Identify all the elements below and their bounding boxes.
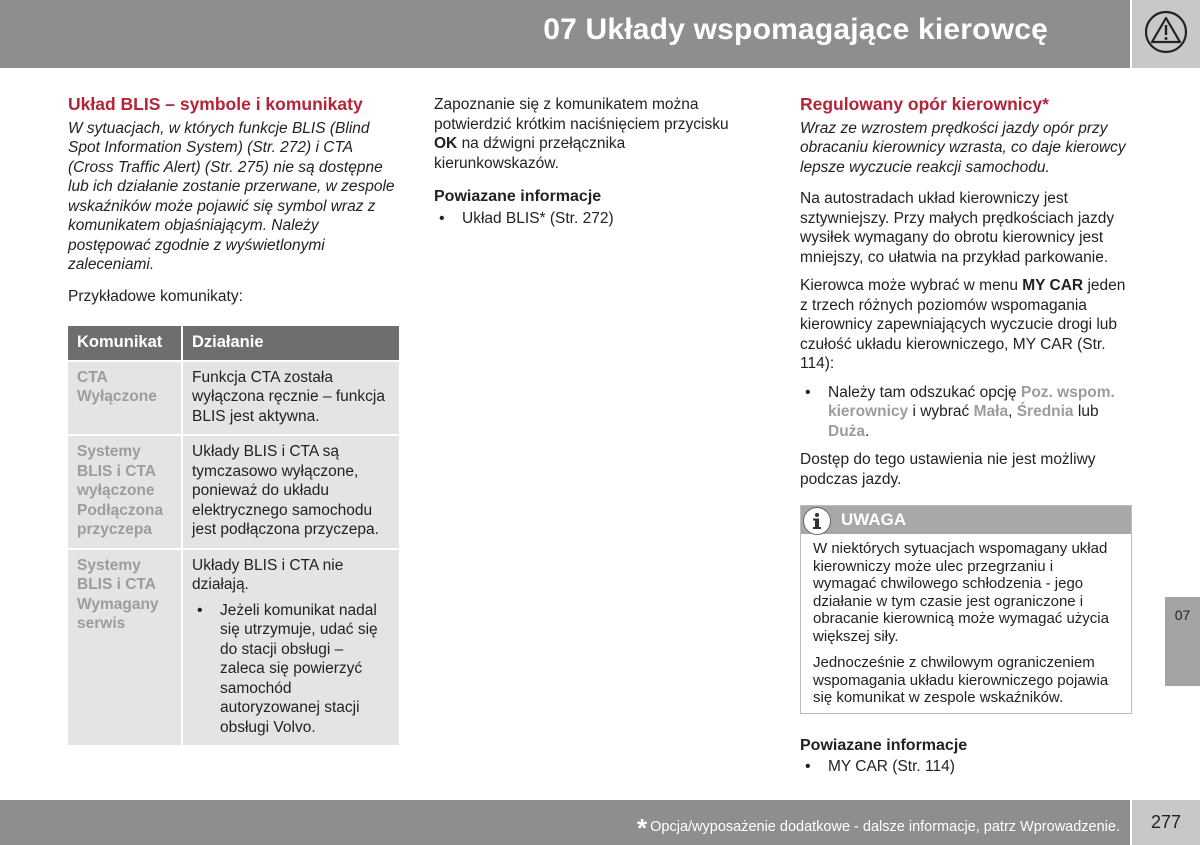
- ok-button-label: OK: [434, 135, 458, 152]
- related-link-mycar[interactable]: • MY CAR (Str. 114): [800, 757, 1132, 777]
- note-para-2: Jednocześnie z chwilowym ograniczeniem wspomagania układu kierowniczego pojawia się komunikat w zespole wskaźników.: [813, 654, 1109, 706]
- steering-intro: Wraz ze wzrostem prędkości jazdy opór przy obracaniu kierownicy wzrasta, co daje kierowcy lepsze wyczucie reakcji samochodu.: [800, 119, 1126, 176]
- page-footer: [0, 800, 1130, 845]
- menu-option-steering: Poz. wspom. kierownicy: [828, 383, 1115, 420]
- info-icon: [803, 507, 831, 535]
- table-row: [68, 361, 399, 436]
- confirm-text-end: na dźwigni przełącznika kierunkowskazów.: [434, 135, 626, 172]
- message-action: Układy BLIS i CTA nie działają.: [192, 556, 344, 593]
- mycar-label: MY CAR: [1022, 277, 1084, 294]
- bullet-comma: ,: [1008, 403, 1013, 420]
- menu-option-high: Duża: [828, 422, 866, 440]
- note-para-1: W niektórych sytuacjach wspomagany układ kierowniczy może ulec przegrzaniu i wymagać chwilowego schłodzenia - jego działanie w tym czasie jest ograniczone i obracanie kierownicą może wymagać użycia większej siły.: [813, 540, 1109, 645]
- note-body: [801, 534, 1131, 713]
- warning-triangle-icon: [1144, 10, 1188, 54]
- section-heading-steering: Regulowany opór kierownicy*: [800, 94, 1049, 114]
- table-row: [68, 549, 399, 746]
- chapter-title: 07 Układy wspomagające kierowcę: [543, 13, 1048, 46]
- para2-text: Kierowca może wybrać w menu: [800, 277, 1018, 294]
- message-action: Układy BLIS i CTA są tymczasowo wyłączone, ponieważ do układu elektrycznego samochodu jest podłączona przyczepa.: [182, 435, 399, 549]
- table-row: [68, 435, 399, 549]
- message-code: CTA Wyłączone: [68, 361, 182, 436]
- page-header: [0, 0, 1130, 68]
- menu-option-low: Mała: [973, 403, 1009, 420]
- messages-table: [68, 326, 399, 745]
- confirm-paragraph: [434, 95, 754, 173]
- note-box: [800, 505, 1132, 714]
- asterisk: *: [637, 813, 648, 843]
- bullet-text-mid: i wybrać: [912, 403, 970, 420]
- column-steering: [800, 95, 1132, 777]
- chapter-side-tab: [1165, 597, 1200, 686]
- related-link-blis[interactable]: • Układ BLIS* (Str. 272): [434, 209, 754, 229]
- action-bullet: • Jeżeli komunikat nadal się utrzymuje, udać się do stacji obsługi – zaleca się powierzyć samochód autoryzowanej stacji obsługi Volvo.: [192, 601, 390, 738]
- examples-label: Przykładowe komunikaty:: [68, 287, 243, 305]
- message-code: Systemy BLIS i CTA Wymagany serwis: [68, 549, 182, 746]
- page-number: 277: [1132, 800, 1200, 845]
- blis-intro: W sytuacjach, w których funkcje BLIS (Blind Spot Information System) (Str. 272) i CTA (Cross Traffic Alert) (Str. 275) nie są dostępne lub ich działanie zostanie przerwane, w zespole wskaźników może pojawić się symbol wraz z komunikatem objaśniającym. Należy postępować zgodnie z wyświetlonymi zaleceniami.: [68, 119, 395, 273]
- message-action-cell: [182, 549, 399, 746]
- message-code: Systemy BLIS i CTA wyłączone Podłączona przyczepa: [68, 435, 182, 549]
- footer-note: [637, 813, 1120, 844]
- section-heading-blis: Układ BLIS – symbole i komunikaty: [68, 94, 363, 114]
- message-action: Funkcja CTA została wyłączona ręcznie – funkcja BLIS jest aktywna.: [182, 361, 399, 436]
- bullet-text: Należy tam odszukać opcję: [828, 383, 1017, 401]
- column-blis: [68, 95, 402, 745]
- related-heading: Powiazane informacje: [434, 188, 602, 205]
- footer-note-text: Opcja/wyposażenie dodatkowe - dalsze informacje, patrz Wprowadzenie.: [650, 819, 1120, 835]
- related-heading: Powiazane informacje: [800, 736, 968, 754]
- header-icon-box: [1132, 0, 1200, 68]
- table-header-action: Działanie: [182, 326, 399, 361]
- menu-option-medium: Średnia: [1016, 403, 1074, 420]
- steering-para-2: [800, 276, 1132, 374]
- steering-para-1: Na autostradach układ kierowniczy jest sztywniejszy. Przy małych prędkościach jazdy wysiłek wymagany do obrotu kierownicy jest mniejszy, co ułatwia na przykład parkowanie.: [800, 190, 1115, 266]
- steering-option-bullet: [800, 383, 1132, 442]
- chapter-number: 07: [1174, 607, 1191, 623]
- steering-para-3: Dostęp do tego ustawienia nie jest możliwy podczas jazdy.: [800, 451, 1096, 488]
- para2-text-end: jeden z trzech różnych poziomów wspomagania kierownicy zapewniających wyczucie drogi lub czułość układu kierowniczego, MY CAR (Str. 114):: [800, 277, 1126, 372]
- note-header: [801, 506, 1131, 534]
- note-title: UWAGA: [841, 510, 907, 529]
- table-header-message: Komunikat: [68, 326, 182, 361]
- column-continuation: [434, 95, 754, 228]
- bullet-period: .: [865, 422, 870, 440]
- bullet-or: lub: [1077, 403, 1099, 420]
- confirm-text: Zapoznanie się z komunikatem można potwierdzić krótkim naciśnięciem przycisku: [434, 96, 729, 133]
